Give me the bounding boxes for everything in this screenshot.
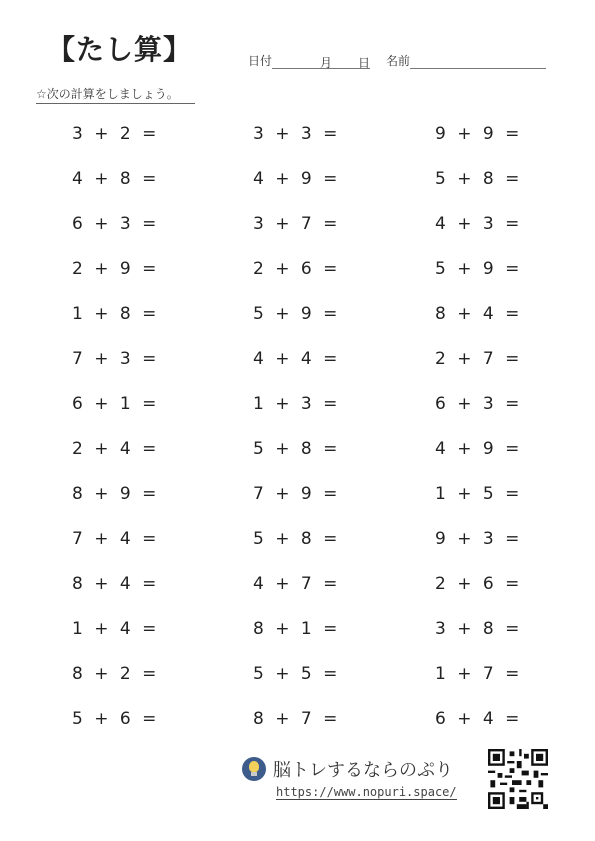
- brand-name: 脳トレするならのぷり: [273, 760, 453, 781]
- problem-item: 1 + 7 =: [435, 664, 523, 684]
- date-label: 日付: [248, 54, 273, 68]
- problem-item: 5 + 8 =: [253, 529, 341, 549]
- problem-item: 6 + 3 =: [435, 394, 523, 414]
- problem-item: 4 + 3 =: [435, 214, 523, 234]
- problem-item: 5 + 9 =: [435, 259, 523, 279]
- problem-item: 2 + 6 =: [435, 574, 523, 594]
- problem-item: 7 + 3 =: [72, 349, 160, 369]
- problem-item: 9 + 3 =: [435, 529, 523, 549]
- problem-item: 5 + 8 =: [435, 169, 523, 189]
- problem-item: 8 + 4 =: [72, 574, 160, 594]
- problem-item: 6 + 1 =: [72, 394, 160, 414]
- problem-item: 8 + 9 =: [72, 484, 160, 504]
- page-title: 【たし算】: [47, 33, 193, 66]
- problem-item: 4 + 7 =: [253, 574, 341, 594]
- problem-item: 8 + 4 =: [435, 304, 523, 324]
- problem-item: 6 + 3 =: [72, 214, 160, 234]
- qr-code-icon: [488, 749, 548, 809]
- name-label: 名前: [386, 54, 411, 68]
- problem-item: 2 + 9 =: [72, 259, 160, 279]
- problem-item: 4 + 9 =: [435, 439, 523, 459]
- problem-item: 5 + 8 =: [253, 439, 341, 459]
- problem-item: 2 + 7 =: [435, 349, 523, 369]
- problem-item: 8 + 2 =: [72, 664, 160, 684]
- problem-item: 5 + 6 =: [72, 709, 160, 729]
- problem-item: 5 + 9 =: [253, 304, 341, 324]
- problem-item: 6 + 4 =: [435, 709, 523, 729]
- problem-item: 2 + 6 =: [253, 259, 341, 279]
- problem-item: 1 + 8 =: [72, 304, 160, 324]
- problem-item: 7 + 9 =: [253, 484, 341, 504]
- problem-item: 3 + 7 =: [253, 214, 341, 234]
- problem-item: 1 + 3 =: [253, 394, 341, 414]
- problem-item: 9 + 9 =: [435, 124, 523, 144]
- problem-item: 4 + 4 =: [253, 349, 341, 369]
- instruction-text: ☆次の計算をしましょう。: [36, 85, 195, 104]
- problem-item: 3 + 8 =: [435, 619, 523, 639]
- problem-item: 2 + 4 =: [72, 439, 160, 459]
- problem-item: 1 + 4 =: [72, 619, 160, 639]
- problem-item: 3 + 3 =: [253, 124, 341, 144]
- problem-item: 4 + 8 =: [72, 169, 160, 189]
- month-label: 月: [320, 56, 333, 70]
- problem-item: 4 + 9 =: [253, 169, 341, 189]
- problem-item: 7 + 4 =: [72, 529, 160, 549]
- problem-item: 3 + 2 =: [72, 124, 160, 144]
- day-label: 日: [358, 56, 371, 70]
- site-url-link[interactable]: https://www.nopuri.space/: [276, 785, 457, 799]
- lightbulb-icon: [242, 757, 266, 781]
- problem-item: 8 + 1 =: [253, 619, 341, 639]
- problem-item: 5 + 5 =: [253, 664, 341, 684]
- problem-item: 1 + 5 =: [435, 484, 523, 504]
- problem-item: 8 + 7 =: [253, 709, 341, 729]
